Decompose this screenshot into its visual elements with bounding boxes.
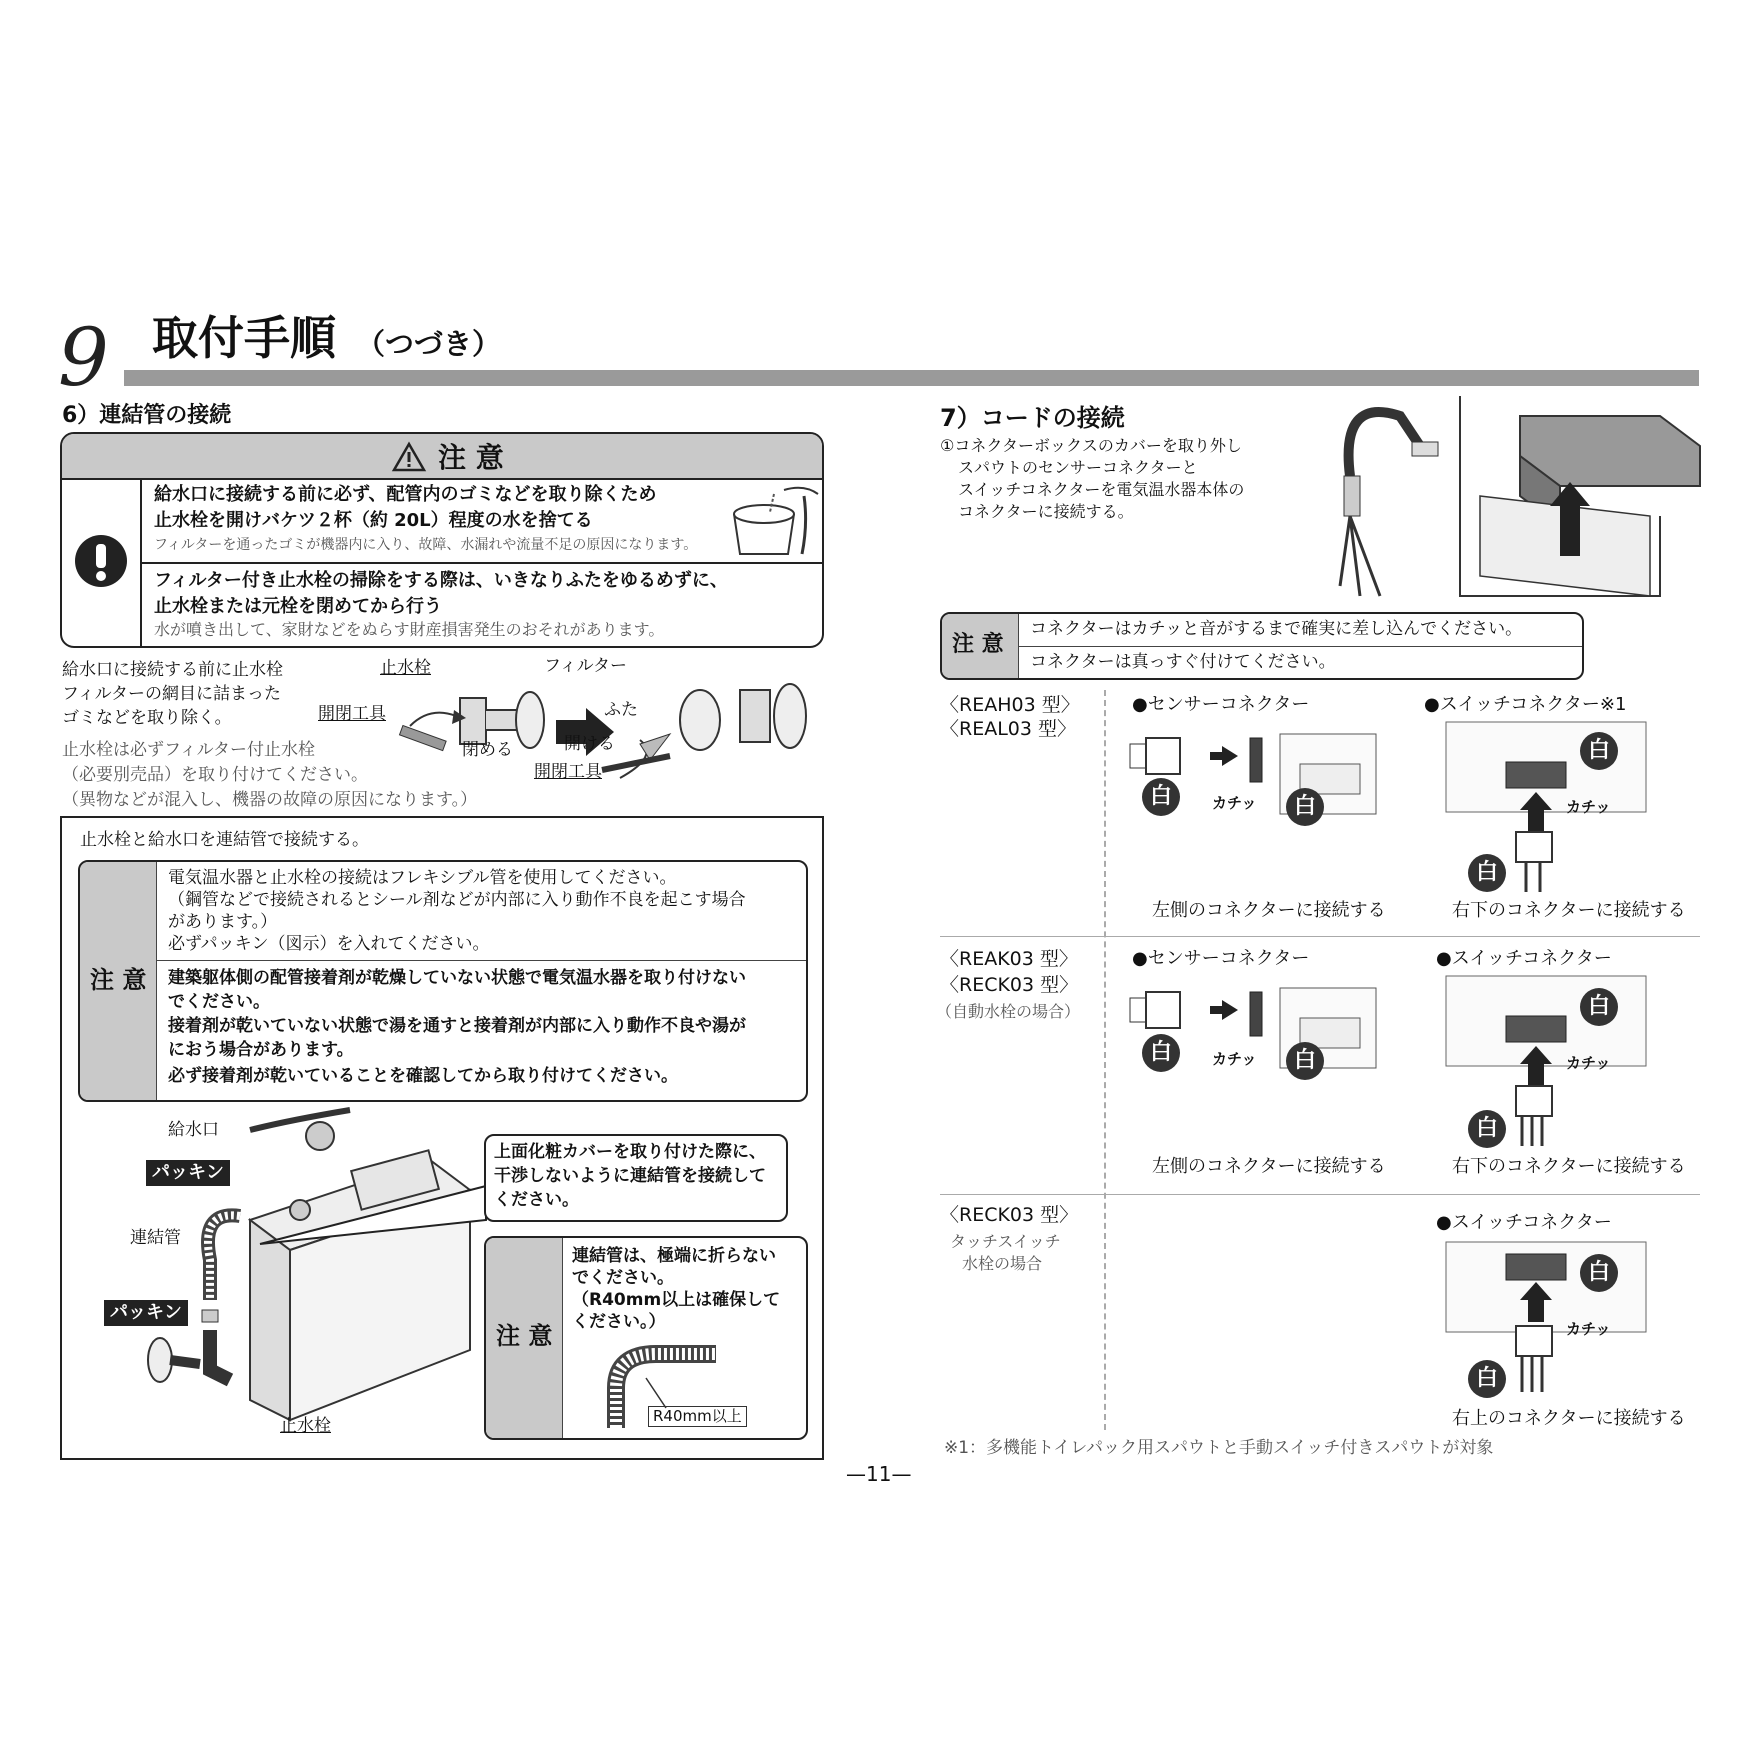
bucket-illustration bbox=[724, 484, 820, 560]
warning-1-line2: 止水栓を開けバケツ２杯（約 20L）程度の水を捨てる bbox=[154, 510, 593, 531]
s7-caution-label: 注 意 bbox=[952, 632, 1004, 657]
row1-white-1: 白 bbox=[1142, 778, 1180, 816]
note2-line3: 接着剤が乾いていない状態で湯を通すと接着剤が内部に入り動作不良や湯が bbox=[168, 1016, 746, 1036]
note2-line4: におう場合があります。 bbox=[168, 1040, 354, 1060]
row1-white-2: 白 bbox=[1286, 788, 1324, 826]
page-title-suffix: （つづき） bbox=[356, 327, 502, 361]
row2-white-1: 白 bbox=[1142, 1034, 1180, 1072]
valve-text-1: 止水栓は必ずフィルター付止水栓 bbox=[62, 740, 315, 760]
row2-white-4: 白 bbox=[1468, 1110, 1506, 1148]
note2-line5: 必ず接着剤が乾いていることを確認してから取り付けてください。 bbox=[168, 1066, 678, 1086]
row3-sub-2: 水栓の場合 bbox=[962, 1254, 1043, 1273]
warning-triangle-icon bbox=[392, 442, 426, 472]
filter-text-1: 給水口に接続する前に止水栓 bbox=[62, 660, 283, 680]
row3-model-1: 〈RECK03 型〉 bbox=[940, 1204, 1079, 1226]
row2-click-1: カチッ bbox=[1212, 1050, 1257, 1068]
callout-line3: ください。 bbox=[494, 1190, 579, 1210]
note1-line3: があります。） bbox=[168, 912, 278, 932]
label-tool: 開閉工具 bbox=[318, 704, 386, 724]
row2-switch-label: ●スイッチコネクター bbox=[1436, 948, 1612, 969]
mandatory-icon bbox=[74, 534, 128, 588]
row3-right-caption: 右上のコネクターに接続する bbox=[1452, 1408, 1686, 1429]
note1-line2: （鋼管などで接続されるとシール剤などが内部に入り動作不良を起こす場合 bbox=[168, 890, 746, 910]
connect-text: 止水栓と給水口を連結管で接続する。 bbox=[80, 830, 369, 850]
label-packing-2: パッキン bbox=[104, 1300, 188, 1326]
row1-white-4: 白 bbox=[1468, 854, 1506, 892]
row1-switch-label: ●スイッチコネクター※1 bbox=[1424, 694, 1627, 715]
label-open: 開ける bbox=[564, 734, 615, 754]
label-packing-1: パッキン bbox=[146, 1160, 230, 1186]
s7-caution-box bbox=[940, 612, 1584, 680]
row1-right-caption: 右下のコネクターに接続する bbox=[1452, 900, 1686, 921]
warning-1-note: フィルターを通ったゴミが機器内に入り、故障、水漏れや流量不足の原因になります。 bbox=[154, 537, 698, 553]
note1-line1: 電気温水器と止水栓の接続はフレキシブル管を使用してください。 bbox=[168, 868, 677, 888]
footnote: ※1：多機能トイレパック用スパウトと手動スイッチ付きスパウトが対象 bbox=[944, 1438, 1494, 1458]
valve-text-2: （必要別売品）を取り付けてください。 bbox=[62, 765, 368, 785]
warning-2-line1: フィルター付き止水栓の掃除をする際は、いきなりふたをゆるめずに、 bbox=[154, 570, 728, 591]
callout-line1: 上面化粧カバーを取り付けた際に、 bbox=[494, 1142, 766, 1162]
note-box bbox=[78, 860, 808, 1102]
page-title: 取付手順 bbox=[152, 311, 336, 365]
bend-label: R40mm以上 bbox=[648, 1406, 747, 1427]
bend-note-label: 注 意 bbox=[496, 1322, 553, 1350]
bend-note-box bbox=[484, 1236, 808, 1440]
bend-note-line4: ください。） bbox=[572, 1312, 666, 1332]
filter-text-2: フィルターの網目に詰まった bbox=[62, 684, 281, 704]
row2-click-2: カチッ bbox=[1566, 1054, 1611, 1072]
row2-white-3: 白 bbox=[1580, 988, 1618, 1026]
label-filter: フィルター bbox=[544, 656, 627, 676]
note-label: 注 意 bbox=[90, 966, 147, 994]
label-valve-2: 止水栓 bbox=[280, 1416, 331, 1436]
callout-box bbox=[484, 1134, 788, 1222]
s7-instr-1: ①コネクターボックスのカバーを取り外し bbox=[940, 436, 1242, 455]
s7-instr-3: スイッチコネクターを電気温水器本体の bbox=[958, 480, 1245, 499]
note1-line4: 必ずパッキン（図示）を入れてください。 bbox=[168, 934, 490, 954]
row3-white-2: 白 bbox=[1468, 1360, 1506, 1398]
label-close: 閉める bbox=[462, 740, 513, 760]
caution-box bbox=[60, 432, 824, 648]
label-lid: ふた bbox=[604, 700, 638, 720]
row2-model-1: 〈REAK03 型〉 bbox=[940, 948, 1078, 970]
warning-2-note: 水が噴き出して、家財などをぬらす財産損害発生のおそれがあります。 bbox=[154, 620, 665, 639]
section-7-heading: 7）コードの接続 bbox=[940, 404, 1125, 432]
row3-switch-label: ●スイッチコネクター bbox=[1436, 1212, 1612, 1233]
label-tool-2: 開閉工具 bbox=[534, 762, 602, 782]
row3-click: カチッ bbox=[1566, 1320, 1611, 1338]
row2-model-2: 〈RECK03 型〉 bbox=[940, 974, 1079, 996]
row1-left-caption: 左側のコネクターに接続する bbox=[1152, 900, 1386, 921]
warning-1-line1: 給水口に接続する前に必ず、配管内のゴミなどを取り除くため bbox=[154, 484, 657, 505]
label-pipe: 連結管 bbox=[130, 1228, 181, 1248]
row1-model-2: 〈REAL03 型〉 bbox=[940, 718, 1077, 740]
row1-white-3: 白 bbox=[1580, 732, 1618, 770]
bend-note-line3: （R40mm以上は確保して bbox=[572, 1290, 781, 1310]
note2-line2: でください。 bbox=[168, 992, 270, 1012]
row2-left-caption: 左側のコネクターに接続する bbox=[1152, 1156, 1386, 1177]
row2-white-2: 白 bbox=[1286, 1042, 1324, 1080]
valve-text-3: （異物などが混入し、機器の故障の原因になります。） bbox=[62, 790, 478, 810]
warning-2-line2: 止水栓または元栓を閉めてから行う bbox=[154, 596, 442, 617]
row3-white-1: 白 bbox=[1580, 1254, 1618, 1292]
row2-sub: （自動水栓の場合） bbox=[936, 1002, 1081, 1021]
bend-note-line1: 連結管は、極端に折らない bbox=[572, 1246, 776, 1266]
row1-model-1: 〈REAH03 型〉 bbox=[940, 694, 1080, 716]
bend-note-line2: でください。 bbox=[572, 1268, 674, 1288]
page-number: —11— bbox=[846, 1462, 912, 1486]
row2-sensor-label: ●センサーコネクター bbox=[1132, 948, 1310, 969]
row1-click-1: カチッ bbox=[1212, 794, 1257, 812]
s7-instr-4: コネクターに接続する。 bbox=[958, 502, 1134, 521]
row2-right-caption: 右下のコネクターに接続する bbox=[1452, 1156, 1686, 1177]
section-6-heading: 6）連結管の接続 bbox=[62, 403, 232, 428]
caution-title: 注 意 bbox=[438, 441, 504, 474]
faucet-connector-illustration bbox=[1320, 396, 1700, 606]
filter-text-3: ゴミなどを取り除く。 bbox=[62, 708, 232, 728]
s7-caution-1: コネクターはカチッと音がするまで確実に差し込んでください。 bbox=[1030, 619, 1523, 639]
header-bar bbox=[124, 370, 1699, 386]
label-inlet: 給水口 bbox=[168, 1120, 219, 1140]
row1-sensor-label: ●センサーコネクター bbox=[1132, 694, 1310, 715]
s7-caution-2: コネクターは真っすぐ付けてください。 bbox=[1030, 652, 1336, 672]
callout-pointer bbox=[250, 1134, 490, 1244]
s7-instr-2: スパウトのセンサーコネクターと bbox=[958, 458, 1198, 477]
row1-click-2: カチッ bbox=[1566, 798, 1611, 816]
row3-sub-1: タッチスイッチ bbox=[950, 1232, 1061, 1251]
section-number: 9 bbox=[58, 311, 109, 404]
callout-line2: 干渉しないように連結管を接続して bbox=[494, 1166, 766, 1186]
note2-line1: 建築躯体側の配管接着剤が乾燥していない状態で電気温水器を取り付けない bbox=[168, 968, 746, 988]
label-valve: 止水栓 bbox=[380, 658, 431, 678]
